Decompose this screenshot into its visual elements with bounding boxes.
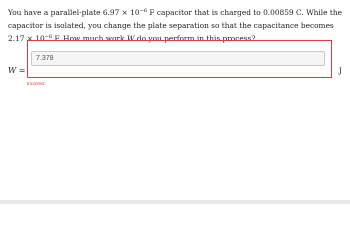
equals-sign: = [18,66,26,75]
final-capacitance-exponent: −6 [44,34,53,40]
work-variable: W [126,34,135,43]
answer-input[interactable] [31,51,325,66]
bottom-scroll-edge [0,200,350,204]
answer-variable-label [8,66,25,76]
question-text-part-3: F. How much work [52,34,127,43]
initial-capacitance-mantissa: 6.97 × 10 [102,8,140,17]
answer-row [0,40,350,90]
unit-label: J [339,66,343,75]
answer-variable: W [8,66,17,75]
initial-capacitance-exponent: −6 [139,8,147,14]
question-text-part-1: You have a parallel-plate [8,8,103,17]
final-capacitance-mantissa: 2.17 × 10 [8,34,45,43]
question-text-part-2: F capacitor that is charged to 0.00859 C. While the capacitor is isolated, you change the plate separation so that the capacitance becomes [8,8,342,30]
incorrect-status: Incorrect [27,81,45,86]
question-text-part-4: do you perform in this process? [134,34,256,43]
